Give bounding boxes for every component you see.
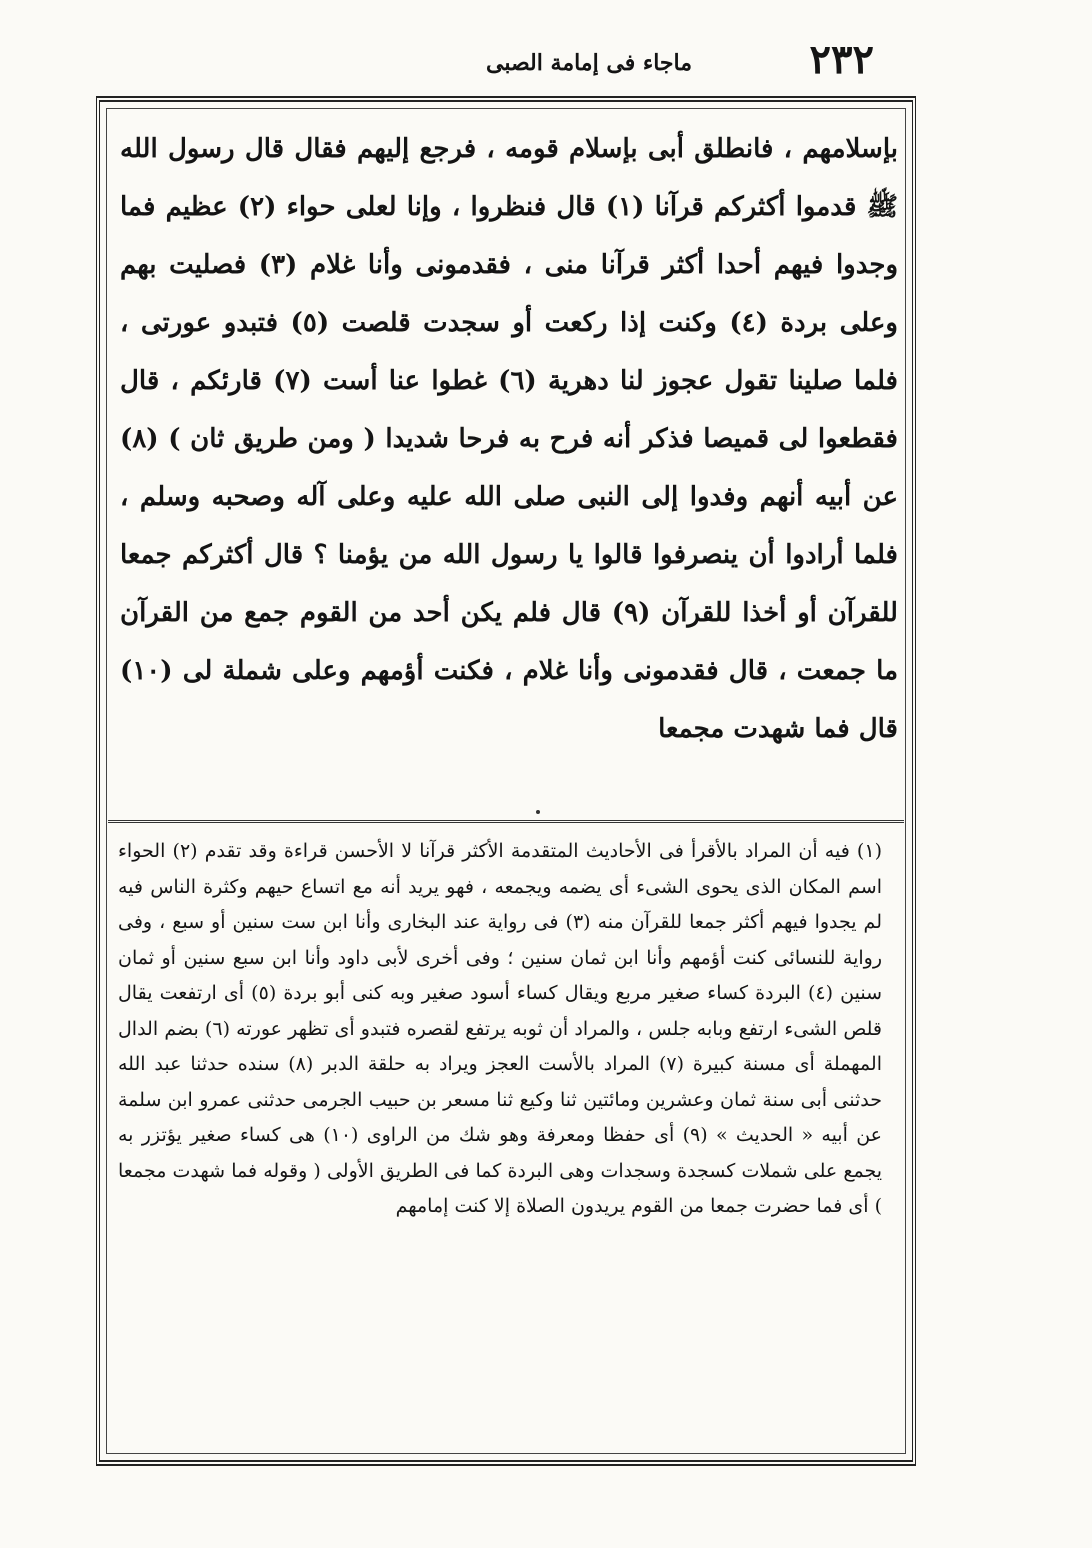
page-header <box>96 30 910 92</box>
separator-mark <box>536 810 540 814</box>
page-frame <box>96 96 916 1466</box>
running-title: ماجاء فى إمامة الصبى <box>486 50 693 76</box>
footnote-separator <box>108 820 904 823</box>
hadith-text: بإسلامهم ، فانطلق أبى بإسلام قومه ، فرجع إليهم فقال قال رسول الله ﷺ قدموا أكثركم قرآنا (١) قال فنظروا ، وإنا لعلى حواء (٢) عظيم فما وجدوا فيهم أحدا أكثر قرآنا منى ، فقدمونى وأنا غلام (٣) فصليت بهم وعلى بردة (٤) وكنت إذا ركعت أو سجدت قلصت (٥) فتبدو عورتى ، فلما صلينا تقول عجوز لنا دهرية (٦) غطوا عنا أست (٧) قارئكم ، قال فقطعوا لى قميصا فذكر أنه فرح به فرحا شديدا ( ومن طريق ثان ) (٨) عن أبيه أنهم وفدوا إلى النبى صلى الله عليه وعلى آله وصحبه وسلم ، فلما أرادوا أن ينصرفوا قالوا يا رسول الله من يؤمنا ؟ قال أكثركم جمعا للقرآن أو أخذا للقرآن (٩) قال فلم يكن أحد من القوم جمع من القرآن ما جمعت ، قال فقدمونى وأنا غلام ، فكنت أؤمهم وعلى شملة لى (١٠) قال فما شهدت مجمعا <box>120 134 898 744</box>
page-number: ٢٣٢ <box>809 36 874 83</box>
footnotes-commentary: (١) فيه أن المراد بالأقرأ فى الأحاديث المتقدمة الأكثر قرآنا لا الأحسن قراءة وقد تقدم (٢) الحواء اسم المكان الذى يحوى الشىء أى يضمه ويجمعه ، فهو يريد أنه مع اتساع حيهم وكثرة الناس فيه لم يجدوا فيهم أكثر جمعا للقرآن منه (٣) فى رواية عند البخارى وأنا ابن ست سنين أو سبع ، وفى رواية للنسائى كنت أؤمهم وأنا ابن ثمان سنين ؛ وفى أخرى لأبى داود وأنا ابن سبع سنين أو ثمان سنين (٤) البردة كساء صغير مربع ويقال كساء أسود صغير وبه كنى أبو بردة (٥) أى ارتفعت يقال قلص الشىء ارتفع وبابه جلس ، والمراد أن ثوبه يرتفع لقصره فتبدو أى تظهر عورته (٦) بضم الدال المهملة أى مسنة كبيرة (٧) المراد بالأست العجز ويراد به حلقة الدبر (٨) سنده حدثنا عبد الله حدثنى أبى سنة ثمان وعشرين ومائتين ثنا وكيع ثنا مسعر بن حبيب الجرمى حدثنى عمرو ابن سلمة عن أبيه « الحديث » (٩) أى حفظا ومعرفة وهو شك من الراوى (١٠) هى كساء صغير يؤتزر به يجمع على شملات كسجدة وسجدات وهى البردة كما فى الطريق الأولى ( وقوله فما شهدت مجمعا ) أى فما حضرت جمعا من القوم يريدون الصلاة إلا كنت إمامهم <box>118 840 883 1217</box>
